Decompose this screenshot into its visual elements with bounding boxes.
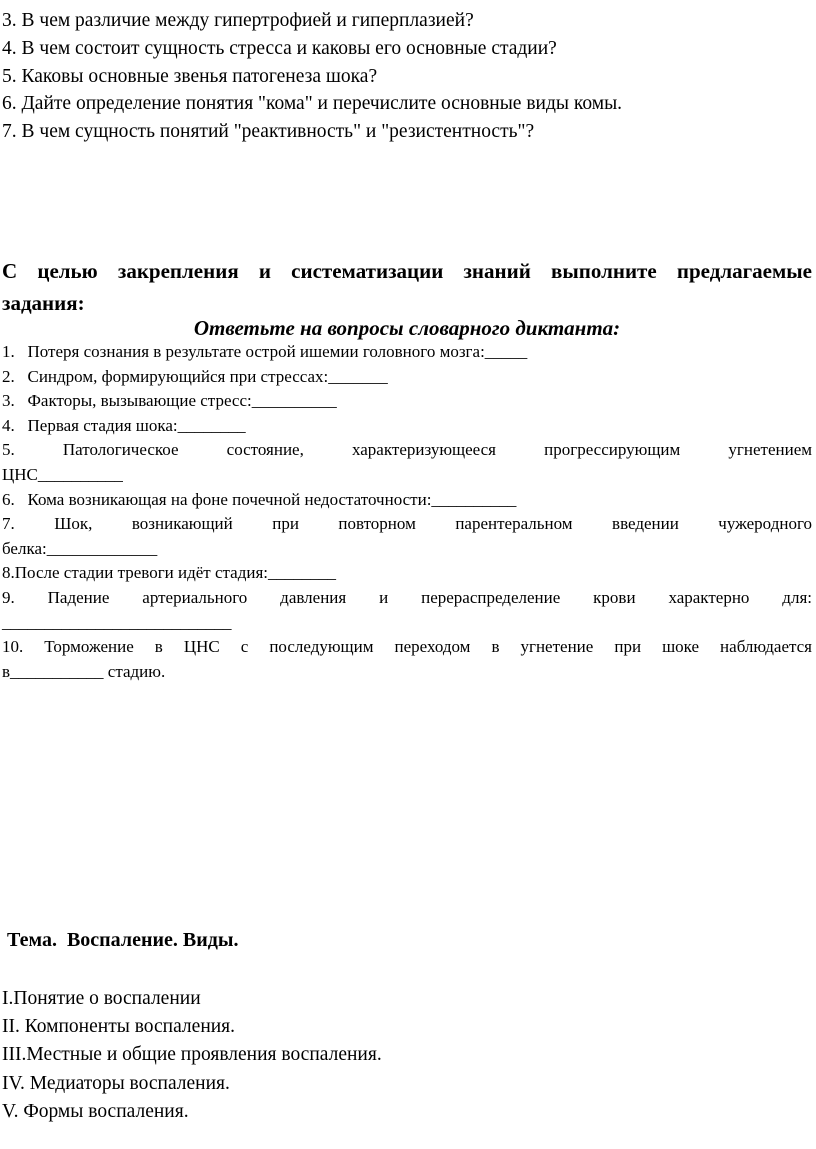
review-question: 3. В чем различие между гипертрофией и гиперплазией? (2, 10, 474, 31)
dictation-item: 2. Синдром, формирующийся при стрессах:_______ (2, 366, 388, 386)
dictation-item: 10. Торможение в ЦНС с последующим переходом в угнетение при шоке наблюдается (2, 637, 812, 657)
next-topic-title: Тема. Воспаление. Виды. (2, 929, 239, 951)
review-question: 6. Дайте определение понятия "кома" и перечислите основные виды комы. (2, 93, 623, 115)
assignment-intro-line: задания: (2, 291, 85, 315)
dictation-item: 7. Шок, возникающий при повторном парентеральном введении чужеродного (2, 514, 812, 534)
dictation-item: 4. Первая стадия шока:________ (2, 415, 246, 435)
dictation-item: 1. Потеря сознания в результате острой ишемии головного мозга:_____ (2, 342, 528, 361)
review-questions-section (2, 7, 812, 146)
dictation-item: 6. Кома возникающая на фоне почечной недостаточности:__________ (2, 489, 517, 509)
review-question: 5. Каковы основные звенья патогенеза шока? (2, 65, 378, 87)
outline-item: IV. Медиаторы воспаления. (2, 1072, 230, 1094)
dictation-item-continuation: в___________ стадию. (2, 661, 166, 681)
dictation-item: 3. Факторы, вызывающие стресс:__________ (2, 391, 337, 411)
review-question: 7. В чем сущность понятий "реактивность" и "резистентность"? (2, 121, 535, 143)
dictation-item-continuation: белка:_____________ (2, 538, 158, 558)
dictation-items-section (2, 340, 812, 684)
assignment-intro (2, 255, 812, 319)
dictation-item: 5. Патологическое состояние, характеризующееся прогрессирующим угнетением (2, 440, 812, 460)
dictation-title: Ответьте на вопросы словарного диктанта: (193, 316, 621, 340)
outline-item: V. Формы воспаления. (2, 1100, 189, 1122)
answer-blank-line: ___________________________ (2, 612, 232, 632)
dictation-item: 9. Падение артериального давления и перераспределение крови характерно для: (2, 587, 812, 607)
dictation-item-continuation: ЦНС__________ (2, 464, 123, 484)
dictation-item: 8.После стадии тревоги идёт стадия:________ (2, 563, 336, 583)
topic-outline-section (2, 985, 812, 1126)
outline-item: II. Компоненты воспаления. (2, 1016, 236, 1038)
assignment-intro-line: С целью закрепления и систематизации знаний выполните предлагаемые (2, 259, 812, 283)
review-question: 4. В чем состоит сущность стресса и каковы его основные стадии? (2, 37, 557, 59)
outline-item: III.Местные и общие проявления воспаления. (2, 1044, 382, 1066)
outline-item: I.Понятие о воспалении (2, 988, 201, 1009)
